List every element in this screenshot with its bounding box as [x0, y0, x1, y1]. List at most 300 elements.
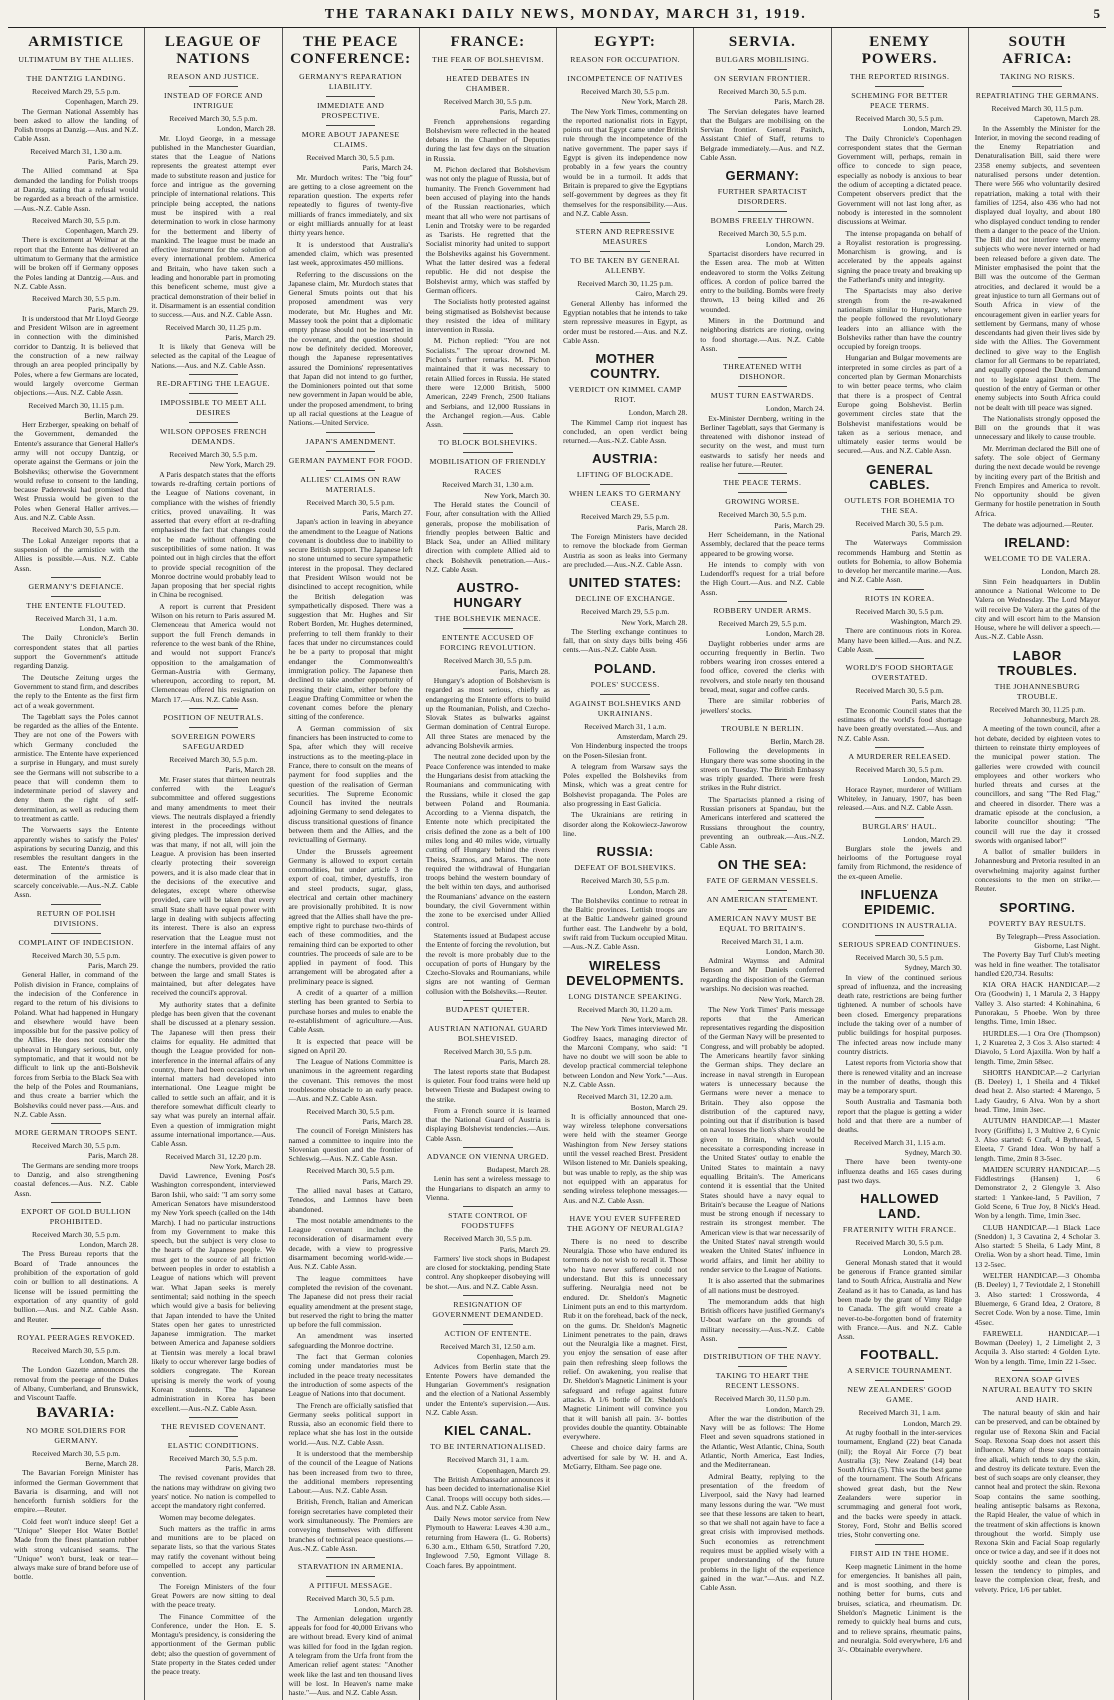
article-paragraph: The league committees have completed the revision of the covenant. The Japanese did not press their racial equality amendment at the present stage, but reserved the right to bring the matter up before the full commission. [288, 1273, 413, 1330]
subheading: RIOTS IN KOREA. [864, 593, 935, 603]
subheading: JAPAN'S AMENDMENT. [305, 436, 396, 446]
received-dateline: Received March 30, 5.5 p.m. [855, 686, 944, 696]
subheading: THREATENED WITH DISHONOR. [722, 362, 802, 382]
article-paragraph: Horace Rayner, murderer of William Whiteley, in January, 1907, has been released.—Aus. and N.Z. Cable Assn. [837, 784, 962, 813]
article-paragraph: The Poverty Bay Turf Club's meeting was held in fine weather. The totalisator handled £20,734. Results: [974, 950, 1100, 978]
article-paragraph: There are continuous riots in Korea. Many have been killed.—Aus. and N.Z. Cable Assn. [837, 626, 962, 654]
article-paragraph: The Waterways Commission recommends Hamburg and Stettin as outlets for Bohemia, to allow Bohemia to develop her mercantile marine.—Aus. and N.Z. Cable Assn. [837, 538, 962, 585]
received-dateline: Received March 30, 5.5 p.m. [855, 765, 944, 775]
received-dateline: Received March 30, 5.5 p.m. [306, 1166, 395, 1176]
place-dateline: Washington, March 29. [890, 617, 962, 627]
article-paragraph: Burglars stole the jewels and heirlooms of the Portuguese royal family from Richmond, the residence of the ex-queen Amelie. [837, 843, 962, 881]
subheading: WORLD'S FOOD SHORTAGE OVERSTATED. [845, 663, 954, 683]
place-dateline: London, March 28. [216, 124, 276, 134]
article-paragraph: The Economic Council states that the estimates of the world's food shortage have been greatly overstated.—Aus. and N.Z. Cable Assn. [837, 705, 962, 743]
section-heading: SOUTH AFRICA: [1002, 34, 1073, 67]
subheading: POVERTY BAY RESULTS. [988, 918, 1087, 928]
place-dateline: New York, March 28. [209, 1161, 276, 1171]
divider-rule [463, 1324, 513, 1325]
subheading: THE FEAR OF BOLSHEVISM. [431, 55, 544, 64]
article-paragraph: Miners in the Dortmund and neighboring districts are rioting, owing to food shortage.—Aus. N.Z. Cable Assn. [700, 316, 825, 353]
column-4 [420, 28, 557, 1700]
divider-rule [51, 933, 101, 934]
divider-rule [875, 658, 925, 659]
section-heading: MOTHER COUNTRY. [590, 351, 661, 382]
received-dateline: Received March 30, 5.5 p.m. [169, 114, 258, 123]
article-paragraph: FAREWELL HANDICAP.—1 Bowman (Deeley) 1, 2 Limelight 2, 3 Acquila 3. Also started: 4 Golden Lyte. Won by a length. Time, 1min 22 1-5sec. [974, 1328, 1100, 1366]
place-dateline: Paris, March 29. [88, 961, 139, 971]
subheading: ULTIMATUM BY THE ALLIES. [18, 55, 134, 64]
received-dateline: Received March 29, 5.5 p.m. [718, 618, 807, 628]
section-heading: ON THE SEA: [717, 856, 808, 872]
article-paragraph: The New York Times, commenting on the reported nationalist riots in Egypt, points out that Egypt came under British rule through the incompetence of the native government. The paper says if Egypt is given its independence now probably in a few years the country would be in a turmoil. It adds that Britain is prepared to give the Egyptians self-government by degrees as they fit themselves for the responsibility.—Aus. and N.Z. Cable Assn. [563, 106, 688, 218]
place-dateline: Cairo, March 29. [635, 289, 688, 299]
subheading: TO BE INTERNATIONALISED. [430, 1442, 546, 1452]
subheading: POLES' SUCCESS. [590, 679, 660, 689]
column-8 [969, 28, 1106, 1700]
divider-rule [189, 422, 239, 423]
article-paragraph: Statements issued at Budapest accuse the Entente of forcing the revolution, but the revolt is more probably due to the occupation of ports of Hungary by the Czecho-Slovaks and Roumanians, while signs are not wanting of German collusion with the Bolsheviks.—Reuter. [425, 930, 550, 996]
article-paragraph: Latest reports from Victoria show that there is renewed vitality and an increase in the number of deaths, though this may be a temporary spurt. [837, 1058, 962, 1096]
received-dateline: Received March 31, 1.30 a.m. [30, 146, 122, 156]
place-dateline: Paris, March 24. [362, 163, 413, 173]
place-dateline: Paris, March 28. [499, 666, 550, 676]
divider-rule [875, 1544, 925, 1545]
received-dateline: Received March 30, 5.5 p.m. [169, 1453, 258, 1463]
divider-rule [463, 1000, 513, 1001]
divider-rule [463, 452, 513, 453]
subheading: ENTENTE ACCUSED OF FORCING REVOLUTION. [439, 633, 536, 653]
place-dateline: Paris, March 29. [88, 304, 139, 314]
article-paragraph: The League of Nations Committee is unanimous in the agreement regarding the covenant. This removes the most troublesome obstacle to an early peace.—Aus. and N.Z. Cable Assn. [288, 1057, 413, 1104]
article-paragraph: A ballot of smaller builders in Johannesburg and Pretoria resulted in an overwhelming majority against further concessions to the men on strike.—Reuter. [974, 847, 1100, 894]
divider-rule [738, 211, 788, 212]
section-heading: WIRELESS DEVELOPMENTS. [566, 957, 684, 988]
subheading: LONG DISTANCE SPEAKING. [568, 991, 682, 1001]
columns-area [8, 28, 1106, 1698]
divider-rule [189, 393, 239, 394]
subheading: SERIOUS SPREAD CONTINUES. [838, 940, 961, 949]
article-paragraph: Following the developments in Hungary there was some shooting in the streets on Tuesday. The British Embassy was triply guarded. There were fresh strikes in the Ruhr district. [700, 746, 825, 793]
received-dateline: Received March 30, 5.5 p.m. [443, 1047, 532, 1057]
article-paragraph: Advices from Berlin state that the Entente Powers have demanded the Hungarian Government's resignation and the election of a National Assembly under the Entente's supervision.—Aus. N.Z. Cable Assn. [425, 1361, 550, 1418]
subheading: RE-DRAFTING THE LEAGUE. [156, 379, 270, 389]
subheading: LIFTING OF BLOCKADE. [576, 470, 674, 480]
place-dateline: Copenhagen, March 29. [477, 1465, 550, 1475]
received-dateline: Received March 30, 5.5 p.m. [443, 1234, 532, 1244]
divider-rule [738, 1347, 788, 1348]
received-dateline: Received March 31, 1 a.m. [721, 936, 804, 946]
section-heading: SERVIA. [728, 34, 796, 50]
subheading: TO BLOCK BOLSHEVIKS. [438, 438, 538, 448]
subheading: WILSON OPPOSES FRENCH DEMANDS. [160, 427, 267, 447]
article-paragraph: General Monash stated that it would be generous if France granted similar land to South Africa, Australia and New Zealand as it has to Canada, as land has been made by the grant of Vimy Ridge to Canada. The gift would create a never-to-be-forgotten bond of fraternity with France.—Aus. and N.Z. Cable Assn. [837, 1257, 962, 1342]
section-heading: GENERAL CABLES. [866, 461, 934, 492]
section-heading: INFLUENZA EPIDEMIC. [860, 887, 939, 917]
place-dateline: London, March 28. [354, 1604, 413, 1614]
place-dateline: London, March 28. [1041, 567, 1100, 577]
divider-rule [600, 1209, 650, 1210]
subheading: SOVEREIGN POWERS SAFEGUARDED [171, 732, 256, 752]
divider-rule [189, 86, 239, 87]
article-paragraph: Farmers' live stock shops in Budapest are closed for stocktaking, pending State control. Any shopkeeper disobeying will be shot.—Aus. and N.Z. Cable Assn. [425, 1253, 550, 1291]
subheading: ROBBERY UNDER ARMS. [713, 605, 812, 615]
subheading: MORE ABOUT JAPANESE CLAIMS. [301, 130, 400, 149]
masthead-title: THE TARANAKI DAILY NEWS, MONDAY, MARCH 31, 1919. [324, 7, 807, 22]
received-dateline: Received March 30, 5.5 p.m. [855, 114, 944, 123]
article-paragraph: At rugby football in the inter-services tournament, England (22) beat Canada (nil); the Royal Air Force (7) beat Australia (3); New Zealand (14) beat South Africa (5). This was the best game of the tournament. The South Africans showed great dash, but the New Zealanders were superior in scrummaging and general foot work, and the backs were speedy in attack. Storey, Ford, Stohr and Bellis scored tries, Stohr converting one. [837, 1427, 962, 1540]
article-paragraph: Cheese and choice dairy farms are advertised for sale by W. H. and A. McGarry, Eltham. See page one. [563, 1443, 688, 1471]
subheading: TAKING NO RISKS. [999, 72, 1075, 81]
place-dateline: Paris, March 29. [911, 528, 962, 538]
subheading: BURGLARS' HAUL. [862, 821, 937, 831]
subheading: AGAINST BOLSHEVIKS AND UKRAINIANS. [569, 698, 681, 718]
received-dateline: Received March 31, 1 a.m. [584, 721, 667, 731]
subheading: FRATERNITY WITH FRANCE. [842, 1225, 957, 1235]
subheading: GROWING WORSE. [725, 497, 800, 507]
section-heading: GERMANY: [725, 168, 800, 184]
place-dateline: Paris, March 28. [637, 522, 688, 532]
divider-rule [463, 69, 513, 70]
article-paragraph: The natural beauty of skin and hair can be preserved, and can be obtained by regular use of Rexona Skin and Facial Soap. Rexona Soap does not assert this influence. Many of these soaps contain free alkali, which tends to dry the skin, and destroy its delicate texture. Even the best of such soaps are only cleanser, they cannot heal and protect the skin. Rexona Soap contains the same soothing, healing antiseptic balsams as Rexona, the Rapid Healer, the value of which in the treatment of skin affections is known throughout the world. Simply use Rexona Skin and Facial Soap regularly once or twice a day, and see if it does not quickly soothe and clean the pores, lessen the tendency to pimples, and leave the complexion clear, fresh, and velvety. Price, 1/6 per tablet. [974, 1408, 1100, 1594]
place-dateline: Paris, March 29. [225, 332, 276, 342]
subheading: DEFEAT OF BOLSHEVIKS. [574, 863, 676, 873]
article-paragraph: Cold feet won't induce sleep! Get a "Unique" Sleeper Hot Water Bottle! Made from the finest plantation rubber with strong vulcanised seams. The "Unique" won't burst, leak or tear—always make sure of brand before use of bottle. [14, 1516, 139, 1582]
divider-rule [189, 727, 239, 728]
subheading: REPATRIATING THE GERMANS. [975, 91, 1100, 100]
place-dateline: Paris, March 29. [362, 1176, 413, 1186]
divider-rule [875, 747, 925, 748]
place-dateline: Paris, March 27. [499, 107, 550, 117]
section-heading: LABOR TROUBLES. [997, 647, 1078, 678]
article-paragraph: The Foreign Ministers of the four Great Powers are now sitting to deal with the peace treaty. [151, 1581, 276, 1610]
article-paragraph: The Tageblatt says the Poles cannot be regarded as the allies of the Entente. They are not one of the Powers with which Germany concluded the armistice. The Entente have experienced a surprise in Hungary, and must surely see the Germans will not subscribe to a peace that will condemn them to indeterminate period of slavery and deny them the right of self-determination, as well as reducing them to treatment as cattle. [14, 711, 139, 824]
place-dateline: Paris, March 28. [911, 696, 962, 706]
received-dateline: Received March 31, 1 a.m. [446, 1455, 529, 1465]
subheading: FIRST AID IN THE HOME. [849, 1548, 950, 1558]
article-paragraph: KIA ORA HACK HANDICAP.—2 Ora (Goodwin) 1, 1 Marula 2, 3 Happy Valley 3. Also started: 4 Kohinahina, 6 Punorakau, 5 Phoebe. Won by three lengths. Time, 1min 18sec. [974, 980, 1100, 1027]
divider-rule [463, 1206, 513, 1207]
article-paragraph: Admiral Beatty, replying to the presentation of the freedom of Liverpool, said the Navy had learned many lessons during the war. "We must see that these lessons are taken to heart, so that we shall not again have to face a great crisis with improvised methods. Such economies as retrenchment requires must be applied wisely with a proper understanding of the future problems in the light of the experience gained in the war."—Aus. and N.Z. Cable Assn. [700, 1471, 825, 1593]
section-heading: ENEMY POWERS. [861, 34, 938, 67]
place-dateline: Copenhagen, March 29. [477, 1352, 550, 1362]
article-paragraph: A meeting of the town council, after a hot debate, decided by eighteen votes to thirteen to reinstate thirty employees of the municipal power station. The galleries were crowded with council employees and other workers who hurled threats and curses at the councillors, and sang "The Red Flag," and cheered in disorder. There was a dramatic episode at the conclusion, a laborite councillor shouting: "The council will rue the day it crossed swords with organised labor!" [974, 724, 1100, 845]
article-paragraph: The New York Times' Paris message reports that the American representatives regarding the disposition of the German Navy will be presented to Congress, and will probably be adopted. The Americans heartily favor sinking the German ships. They declare an increase in naval strength in European waters is unnecessary because the Germans were never a menace to Britain. They also oppose the distribution of the captured navy, pointing out that if distribution is based on naval losses the lion's share would be given to Britain, which would necessitate a corresponding increase in the United States' outlay to enable the United States to maintain a navy equalling Britain's. The Americans contend it is essential that the United States should have a navy equal to Britain's because the League of Nations must be strong enough if necessary to restrain its strongest member. The American view is that war necessarily of the United States' naval strength would weaken the United States' influence in world affairs, and limit her ability to render service to the League of Nations. [700, 1004, 825, 1274]
subheading: NEW ZEALANDERS' GOOD GAME. [847, 1385, 952, 1405]
divider-rule [51, 1328, 101, 1329]
place-dateline: London, March 28. [628, 408, 688, 418]
article-paragraph: The London Gazette announces the removal from the peerage of the Dukes of Albany, Cumberland, and Brunswick, and Viscount Taaffe. [14, 1365, 139, 1403]
place-dateline: New York, March 28. [621, 97, 688, 107]
divider-rule [738, 719, 788, 720]
place-dateline: London, March 30. [79, 624, 139, 634]
divider-rule [189, 708, 239, 709]
subheading: ROYAL PEERAGES REVOKED. [17, 1332, 135, 1342]
divider-rule [189, 374, 239, 375]
article-paragraph: Such matters as the traffic in arms and munitions are to be placed on separate lists, so that the various States may ratify the covenant without being compelled to accept any particular convention. [151, 1523, 276, 1580]
place-dateline: Capetown, March 28. [1034, 114, 1100, 124]
divider-rule [51, 596, 101, 597]
divider-rule [600, 222, 650, 223]
article-paragraph: The Spartacists may also derive strength from the re-awakened nationalism similar to Hungary, where the people followed the revolutionary leaders into an alliance with the Bolsheviks rather than have the country occupied by foreign troops. [837, 286, 962, 352]
section-heading: THE PEACE CONFERENCE: [290, 34, 412, 67]
article-paragraph: The Kimmel Camp riot inquest has concluded, an open verdict being returned.—Aus.-N.Z. Cable Assn. [563, 417, 688, 446]
article-paragraph: WELTER HANDICAP.—3 Ohomba (B. Deeley) 1, 7 Teviotdale 2, 1 Stonehill 3. Also started: 1 Crossworda, 4 Bluemerge, 6 Grand Idea, 2 Oratore, 8 Secret Code. Won by a nose. Time, 1min 45sec. [974, 1271, 1100, 1327]
divider-rule [326, 1576, 376, 1577]
article-paragraph: The Finance Committee of the Conference, under the Hon. E. S. Montagu's presidency, is considering the apportionment of the German public debt; also the question of government of State property in the States ceded under the peace treaty. [151, 1611, 276, 1677]
article-paragraph: The Servian delegates have learned that the Bulgars are mobilising on the Servian frontier. General Pasitch, Assistant Chief of Staff, returns to Belgrade immediately.—Aus. and N.Z. Cable Assn. [700, 106, 825, 163]
subheading: MOBILISATION OF FRIENDLY RACES [429, 457, 547, 477]
divider-rule [600, 484, 650, 485]
column-6 [694, 28, 831, 1700]
received-dateline: Received March 30, 5.5 p.m. [169, 755, 258, 765]
divider-rule [738, 890, 788, 891]
section-heading: FRANCE: [450, 34, 526, 50]
place-dateline: London, March 29. [903, 1418, 962, 1428]
divider-rule [326, 470, 376, 471]
place-dateline: Paris, March 29. [499, 1244, 550, 1254]
received-dateline: Received March 30, 11.15 p.m. [28, 400, 124, 410]
divider-rule [51, 1202, 101, 1203]
article-paragraph: British, French, Italian and American foreign secretaries have completed their work simultaneously. The Premiers are conveying themselves with different branches of technical peace questions.—Aus.-N.Z. Cable Assn. [288, 1497, 413, 1553]
place-dateline: London, March 29. [903, 124, 962, 134]
divider-rule [738, 601, 788, 602]
place-dateline: Copenhagen, March 29. [65, 226, 139, 236]
column-2 [145, 28, 282, 1700]
article-paragraph: It is officially announced that one-way wireless telephone conversations were held with the steamer George Washington from New Jersey stations until the vessel reached Brest. President Wilson listened to Mr. Daniels speaking, but was unable to reply, as the ship was not equipped with an apparatus for sending wireless telephone messages.—Aus. and N.Z. Cable Assn. [563, 1111, 688, 1205]
subheading: TROUBLE N BERLIN. [721, 723, 804, 733]
place-dateline: Paris, March 28. [774, 97, 825, 107]
article-paragraph: The Allied command at Spa demanded the landing for Polish troops at Danzig, stating that a refusal would be regarded as a breach of the armistice.—Aus.-N.Z. Cable Assn. [14, 166, 139, 213]
received-dateline: Received March 30, 5.5 p.m. [32, 950, 121, 960]
article-paragraph: David Lawrence, Evening Post's Washington correspondent, interviewed Baron Ishii, who said: "I am sorry some American Senators have misunderstood my New York speech (called on the 14th March). I had no particular instructions from my Government to make this speech, but the subject is very close to the hearts of the Japanese people. We must get to the source of all friction between peoples in order to establish a League of nations which will prevent war. What Japan seeks is merely sentimental; said nothing in the speech which would give a basis for believing that Japan intended to have the United States open her gates to unrestricted Japanese immigration. The market between America and Japanese soldiers at Tientsin was merely a local brawl likely to occur wherever large bodies of soldiers congregate. The Korean uprising is merely the work of young Korean students. The Japanese administration in Korea has been excellent.—Aus.-N.Z. Cable Assn. [151, 1171, 276, 1413]
subheading: ALLIES' CLAIMS ON RAW MATERIALS. [300, 474, 402, 494]
subheading: SCHEMING FOR BETTER PEACE TERMS. [851, 91, 949, 110]
received-dateline: Received March 30, 11.25 p.m. [165, 322, 262, 332]
divider-rule [326, 432, 376, 433]
subheading: A SERVICE TOURNAMENT. [847, 1366, 953, 1376]
place-dateline: London, March 28. [765, 629, 825, 639]
article-paragraph: MAIDEN SCURRY HANDICAP.—5 Fiddlestrings (Hansen) 1, 6 Demonstrator 2, 2 Glengyle 3. Also started: 1 Yankee-land, 5 Pavilion, 7 Gold Scene, 6 True Joy, 8 Nick's Head. Won by a length. Time, 1min 3sec. [974, 1164, 1100, 1221]
article-paragraph: A Paris despatch states that the efforts towards re-drafting certain portions of the League of Nations covenant, in compliance with the wishes of friendly critics, proved unavailing. It was asserted that every effort at re-drafting emphasised the fact that changes could not be made without offending the susceptibilities of some nation. It was pointed out in high circles that the effort to provide special recognition of the Monroe doctrine would probably lead to Japan proposing that her special rights in China be recognised. [151, 469, 276, 600]
place-dateline: New York, March 29. [209, 460, 276, 470]
divider-rule [600, 694, 650, 695]
divider-rule [875, 817, 925, 818]
subheading: THE JOHANNESBURG TROUBLE. [994, 681, 1081, 701]
subheading: THE PEACE TERMS. [723, 478, 802, 488]
subheading: HEATED DEBATES IN CHAMBER. [446, 74, 530, 93]
place-dateline: Berlin, March 28. [770, 736, 825, 746]
article-paragraph: It is understood that Mr Lloyd George and President Wilson are in agreement in connection with the diminished corridor to Dantzig. It is believed that the construction of a new railway through an area peopled principally by Poles, where a few Germans are located, would largely overcome German objections.—Aus. N.Z. Cable Assn. [14, 313, 139, 398]
article-paragraph: French apprehensions regarding Bolshevism were reflected in the heated debates in the Chamber of Deputies during the last few days on the situation in Russia. [425, 116, 550, 163]
received-dateline: Received March 30, 5.5 p.m. [169, 450, 258, 460]
received-dateline: Received March 30, 5.5 p.m. [855, 953, 944, 962]
article-paragraph: In view of the continued serious spread of influenza, and the increasing death rate, restrictions are being further tightened. A number of schools have been closed. Emergency preparations include the taking over of a number of public buildings for hospital purposes. The infected areas now include many country districts. [837, 972, 962, 1056]
article-paragraph: The Spartacists planned a rising of Russian prisoners at Spandau, but the Americans interfered and scattered the Russians throughout the country, preventing an outbreak.—Aus.-N.Z. Cable Assn. [700, 794, 825, 851]
article-paragraph: General Haller, in command of the Polish division in France, complains of the indecision of the Conference in regard to the return of his divisions to Poland. What had happened in Hungary and elsewhere would have been impossible but for the passive policy of the Allies. He does not consider the upheaval in Hungary serious, but, only symptomatic, and that it would not be difficult to link up the anti-Bolshevik forces from Serbia to the Black Sea with the help of the Poles and Roumanians, and thus create a barrier which the Bolsheviks could never pass.—Aus. and N.Z. Cable Assn. [14, 970, 139, 1119]
divider-rule [600, 69, 650, 70]
column-1 [8, 28, 145, 1700]
divider-rule [51, 904, 101, 905]
article-paragraph: Herr Erzberger, speaking on behalf of the Government, demanded the Entente's assurance that General Haller's army will not occupy Dantzig, or operate against the Germans or join the Bolsheviks; otherwise the Government would refuse to consent to the landing, because Paderewski had promised that West Prussia would be given to the Poles when General Haller arrives.—Aus. and N.Z. Cable Assn. [14, 420, 139, 523]
subheading: A MURDERER RELEASED. [848, 752, 951, 762]
section-heading: AUSTRIA: [592, 451, 659, 467]
article-paragraph: Mr. Murdoch writes: The "big four" are getting to a close agreement on the reparation question. The experts refer repeatedly to figures of twenty-five milliards of francs immediately, and six or eight milliards annually for at least thirty years hence. [288, 172, 413, 238]
received-dateline: Received March 30, 5.5 p.m. [581, 876, 670, 886]
subheading: DECLINE OF EXCHANGE. [575, 594, 676, 604]
received-dateline: Received March 30, 5.5 p.m. [32, 215, 121, 225]
place-dateline: London, March 29. [765, 1404, 825, 1414]
place-dateline: Copenhagen, March 29. [65, 97, 139, 107]
article-paragraph: A report is current that President Wilson on his return to Paris assured M. Clemenceau that America would not support the full French demands in reference to the west bank of the Rhine, and would not support France's opposition to the amalgamation of German-Austria with Germany, whereupon, according to report, M. Clemenceau offered his resignation on March 17.—Aus. N.Z. Cable Assn. [151, 601, 276, 704]
divider-rule [738, 69, 788, 70]
divider-rule [326, 96, 376, 97]
place-dateline: London, March 24. [765, 404, 825, 414]
divider-rule [326, 1557, 376, 1558]
received-dateline: Received March 30, 5.5 p.m. [306, 497, 395, 507]
article-paragraph: The New York Times interviewed Mr. Godfrey Isaacs, managing director of the Marconi Company, who said: "I have no doubt we will soon be able to develop practical commercial telephone between London and New York."—Aus. N.Z. Cable Assn. [563, 1024, 688, 1089]
subheading: CONDITIONS IN AUSTRALIA. [842, 921, 958, 930]
article-paragraph: The Sterling exchange continues to fall, that on sixty days bills being 456 cents.—Aus.-N.Z. Cable Assn. [563, 626, 688, 655]
article-paragraph: The Herald states the Council of Four, after consultation with the Allied generals, propose the mobilisation of friendly peoples between Baltic and Black Sea, under an Allied military direction with complete Allied aid to check Bolshevik penetration.—Aus.-N.Z. Cable Assn. [425, 499, 550, 575]
subheading: FURTHER SPARTACIST DISORDERS. [717, 187, 807, 207]
article-paragraph: Lenin has sent a wireless message to the Hungarians to dispatch an army to Vienna. [425, 1174, 550, 1202]
article-paragraph: The British Ambassador announces it has been decided to internationalise Kiel Canal. Troops will occupy both sides.—Aus. and N.Z. Cable Assn. [425, 1474, 550, 1512]
article-paragraph: The Daily Chronicle's Copenhagen correspondent states that the German Government will, perhaps, remain in office to concede to sign peace, especially as nobody is anxious to bear the odium of accepting a dictated peace. Competent observers predict that the Government will not last long after, as nobody is interested in the somnolent discussions at Weimar. [837, 133, 962, 227]
received-dateline: Received March 30, 11.50 p.m. [714, 1394, 811, 1404]
article-paragraph: Admiral Waymss and Admiral Benson and Mr Daniels conferred regarding the disposition of the German warships. No decision was reached. [700, 956, 825, 993]
received-dateline: Received March 30, 5.5 p.m. [718, 229, 807, 239]
subheading: BOMBS FREELY THROWN. [710, 216, 815, 226]
subheading: ACTION OF ENTENTE. [444, 1328, 532, 1338]
place-dateline: New York, March 30. [484, 490, 550, 500]
received-dateline: Received March 30, 5.5 p.m. [443, 97, 532, 106]
subheading: GERMANY'S DEFIANCE. [28, 581, 124, 591]
article-paragraph: Daylight robberies under arms are occurring frequently in Berlin. Two robbers wearing iron crosses entered a food office, covered the clerks with revolvers, and stole nearly ten thousand bread, meat, sugar and coffee cards. [700, 638, 825, 695]
article-paragraph: Keep magnetic Liniment in the home for emergencies. It banishes all pain, and is most soothing, and there is nothing better for burns, cuts and bruises, sciatica, and rheumatism. Dr. Sheldon's Magnetic Liniment is the remedy to quickly heal burns and cuts, and to relieve sprains, rheumatic pains, and neuralgia. Sold everywhere, 1/6 and 3/-. Obtainable everywhere. [837, 1561, 962, 1655]
article-paragraph: The German National Assembly has been asked to allow the landing of Polish troops at Danzig.—Aus. and N.Z. Cable Assn. [14, 106, 139, 144]
received-dateline: Received March 29, 5.5 p.m. [581, 607, 670, 617]
received-dateline: Received March 30, 5.5 p.m. [718, 87, 807, 96]
received-dateline: Received March 30, 5.5 p.m. [306, 1106, 395, 1116]
divider-rule [463, 628, 513, 629]
subheading: BULGARS MOBILISING. [715, 55, 810, 64]
subheading: RETURN OF POLISH DIVISIONS. [36, 908, 116, 928]
place-dateline: London, March 28. [903, 1248, 962, 1258]
column-5 [557, 28, 694, 1700]
received-dateline: Received March 30, 5.5 p.m. [855, 518, 944, 528]
received-dateline: Received March 30, 11.20 a.m. [577, 1004, 673, 1014]
divider-rule [875, 935, 925, 936]
subheading: FATE OF GERMAN VESSELS. [706, 875, 819, 885]
article-paragraph: It is understood that the membership of the council of the League of Nations has been increased from two to three, the additional members representing Labour.—Aus. N.Z. Cable Assn. [288, 1449, 413, 1496]
article-paragraph: The Daily Chronicle's Berlin correspondent states that all parties support the Government's attitude regarding Danzig. [14, 633, 139, 671]
divider-rule [189, 1417, 239, 1418]
divider-rule [738, 473, 788, 474]
place-dateline: Paris, March 28. [499, 1057, 550, 1067]
article-paragraph: A German commission of six financiers has been instructed to come to Spa, after which they will receive instructions as to the meeting-place in France, there to consult on the means of payment for food supplies and the question of the realisation of German securities. The Supreme Economic Council has invited the neutrals adjoining Germany to send delegates to discuss transitional questions of finance between them and the Allies, and the revictualling of Germany. [288, 723, 413, 845]
subheading: VERDICT ON KIMMEL CAMP RIOT. [568, 385, 682, 405]
section-heading: UNITED STATES: [568, 575, 682, 591]
article-paragraph: A credit of a quarter of a million sterling has been granted to Serbia to purchase horses and mules to enable the re-establishment of agriculture.—Aus. Cable Assn. [288, 988, 413, 1035]
subheading: WELCOME TO DE VALERA. [984, 554, 1091, 564]
article-paragraph: CLUB HANDICAP.—1 Black Lace (Sneddon) 1, 3 Cavatina 2, 4 Scholar 3. Also started: 5 Sheila, 6 Lady Mint, 8 Orelia. Won by a short head. Time, 1min 13 2-5sec. [974, 1222, 1100, 1269]
received-dateline: Received March 30, 5.5 p.m. [581, 87, 670, 96]
subheading: STERN AND REPRESSIVE MEASURES [575, 227, 675, 247]
divider-rule [189, 1436, 239, 1437]
article-paragraph: General Allenby has informed the Egyptian notables that he intends to take stern repressive measures in Egypt, as order must be restored.—Aus. and N.Z. Cable Assn. [563, 298, 688, 345]
place-dateline: London, March 29. [903, 775, 962, 785]
received-dateline: Received March 30, 5.5 p.m. [32, 1345, 121, 1355]
received-dateline: Received March 30, 5.5 p.m. [306, 1594, 395, 1604]
article-paragraph: He intends to comply with von Ludendorff's request for a trial before the High Court.—Aus. and N.Z. Cable Assn. [700, 559, 825, 597]
article-paragraph: Hungary's adoption of Bolshevism is regarded as most serious, chiefly as endangering the Entente efforts to build up the Roumanian, Polish, and Czecho-Slovak States as bulwarks against German domination of Central Europe. All three States are menaced by the advancing Bolshevik armies. [425, 675, 550, 751]
article-paragraph: In the Assembly the Minister for the Interior, in moving the second reading of the Enemy Repatriation and Denaturalisation Bill, said there were 2358 enemy subjects, and seventeen naturalised persons under detention. There were 566 who voluntarily desired repatriation, making a total with their families of 1254, also 436 who had not displayed dual loyalty, and about 180 who displayed conduct tending to render them a danger to the peace of the Union. The Bill did not interfere with enemy subjects who were never interned or had been released before a given date. The Minister emphasised the point that the Bill was the outcome of the German atrocities, and declared it would be a great injustice to turn all Germans out of South Africa in view of the encouragement given in earlier years for settlement by Germans, many of whose descendants had given their lives side by side with the Allies. The Government declined to give way to the English clamor for all Germans to be repatriated, and equally opposed the Dutch demand not to legislate against them. The question of the entry of German or other enemy subjects into South Africa could not be dealt with till peace was signed. [974, 123, 1100, 412]
divider-rule [600, 251, 650, 252]
received-dateline: Received March 31, 1.30 a.m. [442, 480, 534, 490]
subheading: IMMEDIATE AND PROSPECTIVE. [316, 101, 385, 120]
section-heading: IRELAND: [1004, 535, 1071, 551]
article-paragraph: AUTUMN HANDICAP.—1 Master Ivory (Griffiths) 1, 3 Multive 2, 6 Cynic 3. Also started: 6 Craft, 4 Bythread, 5 Eleeta, 7 Grand Idea. Won by half a length. Time, 2min 8 3-5sec. [974, 1116, 1100, 1163]
subheading: STARVATION IN ARMENIA. [297, 1562, 404, 1572]
article-paragraph: The Vorwaerts says the Entente apparently wishes to satisfy the Poles' aspirations by securing Danzig, and this resembles the resultant dangers in the east. The Entente's threats of determination of the armistice is scarcely conceivable.—Aus.-N.Z. Cable Assn. [14, 825, 139, 900]
subheading: GERMANY'S REPARATION LIABILITY. [299, 72, 403, 91]
article-paragraph: Women may become delegates. [159, 1512, 256, 1522]
subheading: OUTLETS FOR BOHEMIA TO THE SEA. [844, 495, 955, 515]
subheading: WHEN LEAKS TO GERMANY CEASE. [568, 489, 682, 509]
place-dateline: London, March 28. [79, 1356, 139, 1366]
article-paragraph: Japan's action in leaving in abeyance the amendment to the League of Nations covenant is doubtless due to inability to secure British support. The Japanese left no stone unturned to secure sympathetic interest in the proposal. They declared that President Wilson would not be disinclined to accept recognition, while the British delegation was sympathetically disposed. There was a suggestion that Mr. Hughes and Sir Robert Borden, Mr. Hughes determined, preferring to tell them frankly to their faces that under no circumstances could he be a party to proposal that might endanger the Commonwealth's immigration policy. The Japanese then declined to take another opportunity of pressing their claim, either before the League Drafting Committee or when the covenant comes before the plenary sitting of the conference. [288, 517, 413, 722]
article-paragraph: Ex-Minister Dernberg, writing in the Berliner Tageblatt, says that Germany is threatened with dishonor instead of security on the west, and must turn eastwards to satisfy her needs and realise her future.—Reuter. [700, 413, 825, 470]
place-dateline: London, March 29. [765, 239, 825, 249]
subheading: THE BOLSHEVIK MENACE. [434, 614, 542, 624]
subheading: POSITION OF NEUTRALS. [163, 713, 264, 723]
place-dateline: Sydney, March 30. [904, 1147, 962, 1157]
received-dateline: Received March 30, 5.5 p.m. [306, 153, 395, 162]
article-paragraph: It is also asserted that the submarines of all nations must be destroyed. [700, 1276, 825, 1295]
subheading: TAKING TO HEART THE RECENT LESSONS. [715, 1371, 809, 1391]
received-dateline: Received March 30, 5.5 p.m. [32, 1141, 121, 1151]
subheading: REXONA SOAP GIVES NATURAL BEAUTY TO SKIN AND HAIR. [982, 1375, 1093, 1405]
article-paragraph: Von Hindenburg inspected the troops on the Posen-Silesian front. [563, 741, 688, 760]
subheading: THE REPORTED RISINGS. [849, 72, 950, 81]
article-paragraph: The Nationalists strongly opposed the Bill on the grounds that it was unnecessary and likely to cause trouble. [974, 413, 1100, 442]
received-dateline: Received March 30, 5.5 p.m. [718, 510, 807, 520]
subheading: EXPORT OF GOLD BULLION PROHIBITED. [21, 1206, 132, 1226]
article-paragraph: Spartacist disorders have recurred in the Essen area. The mob at Witten endeavored to storm the Volks Zeitung offices. A cordon of police barred the entry to the building. Bombs were freely thrown, 13 being killed and 26 wounded. [700, 248, 825, 314]
section-heading: RUSSIA: [596, 844, 654, 860]
subheading: ADVANCE ON VIENNA URGED. [426, 1152, 549, 1162]
section-heading: KIEL CANAL. [444, 1423, 532, 1439]
subheading: HAVE YOU EVER SUFFERED THE AGONY OF NEURALGIA? [566, 1213, 684, 1233]
article-paragraph: There have been twenty-one influenza deaths and 165 cases during past two days. [837, 1157, 962, 1185]
article-paragraph: The allied naval bases at Cattaro, Tenedos, and Lemnos have been abandoned. [288, 1185, 413, 1214]
article-paragraph: Sinn Fein headquarters in Dublin announce a National Welcome to De Valera on Wednesday. The Lord Mayor will receive De Valera at the gates of the city and will escort him to the Mansion House, where he will deliver a speech.—Aus.-N.Z. Cable Assn. [974, 576, 1100, 642]
article-paragraph: The fact that German colonies coming under mandatories must be included in the peace treaty necessitates the introduction of some aspects of the League of Nations into that document. [288, 1352, 413, 1399]
place-dateline: Berne, March 28. [85, 1458, 139, 1468]
received-dateline: Received March 29, 5.5 p.m. [32, 87, 121, 96]
article-paragraph: The Armenian delegation urgently appeals for food for 40,000 Erivans who are without bread. Every kind of animal was killed for food in the Igdan region. A telegram from the Urfa front from the American relief agent states: "Another week like the last and ten thousand lives will be lost. In Heaven's name make haste."—Aus. and N.Z. Cable Assn. [288, 1613, 413, 1698]
article-paragraph: An amendment was inserted safeguarding the Monroe doctrine. [288, 1331, 413, 1350]
article-paragraph: The Deutsche Zeitung urges the Government to stand firm, and describes the reply to the Entente as the first firm act of a weak government. [14, 672, 139, 710]
article-paragraph: The Bolsheviks continue to retreat in the Baltic provinces. Lettish troops are at the Baltic Landwehr gained ground further east. The Landwehr by a bold, swift raid from Tuckum occupied Mitau.—Aus.-N.Z. Cable Assn. [563, 895, 688, 952]
article-paragraph: Mr. Fraser states that thirteen neutrals conferred with the League's subcommittee and offered suggestions and many amendments to meet their views. The neutrals displayed a friendly interest in the proceedings without giving pledges. The impression derived was that many, if not all, will join the League. A provision has been inserted clearly protecting their sovereign powers, and it is also made clear that in the decisions of the executive and delegates, except where otherwise provided, care will be taken that every small State shall have equal power with large in dealing with subjects affecting its interest. There is also an express reservation that the League must not interfere in the internal affairs of any country. The executive is given power to change the numbers, provided the ratio between the large and small States is maintained, but after delegates have received the council's approval. [151, 774, 276, 998]
divider-rule [463, 1019, 513, 1020]
received-dateline: Received March 31, 1.15 a.m. [853, 1137, 946, 1147]
received-dateline: Received March 31, 12.20 p.m. [165, 1151, 262, 1161]
divider-rule [51, 577, 101, 578]
divider-rule [463, 1295, 513, 1296]
